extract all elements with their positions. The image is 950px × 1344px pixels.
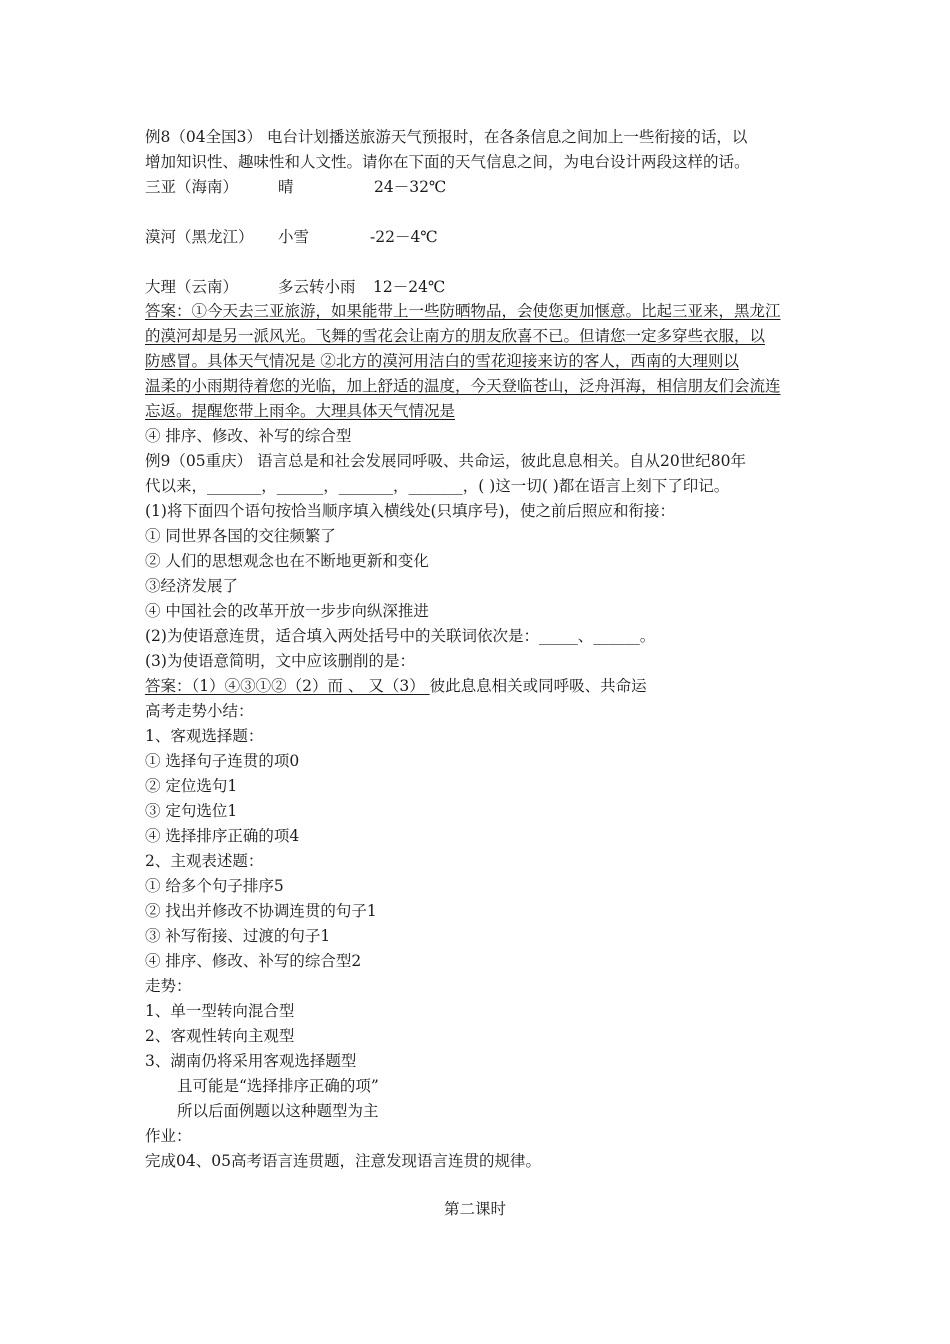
trend-heading: 走势： — [145, 977, 192, 995]
section-heading-composite: ④ 排序、修改、补写的综合型 — [145, 427, 352, 445]
answer-9-line — [145, 674, 810, 699]
weather-temperature: 12－24℃ — [373, 278, 446, 296]
summary-subjective: 2、主观表述题： — [145, 852, 264, 870]
summary-item: ① 给多个句子排序5 — [145, 877, 284, 895]
summary-item: ③ 补写衔接、过渡的句子1 — [145, 927, 331, 945]
weather-place: 漠河（黑龙江） — [145, 228, 254, 246]
weather-row-dali — [145, 275, 810, 300]
weather-place: 大理（云南） — [145, 278, 239, 296]
trend-item: 2、客观性转向主观型 — [145, 1027, 295, 1045]
trend-note: 所以后面例题以这种题型为主 — [177, 1102, 379, 1120]
question-1: (1)将下面四个语句按恰当顺序填入横线处(只填序号)，使之前后照应和衔接： — [145, 502, 676, 520]
summary-item: ③ 定句选位1 — [145, 802, 238, 820]
answer-8-line-4: 温柔的小雨期待着您的光临，加上舒适的温度，今天登临苍山，泛舟洱海，相信朋友们会流连 — [145, 377, 781, 395]
weather-condition: 小雪 — [278, 228, 310, 246]
trend-note: 且可能是“选择排序正确的项” — [177, 1077, 379, 1095]
weather-row-sanya — [145, 175, 810, 200]
answer-8-line-3: 防感冒。具体天气情况是 ②北方的漠河用洁白的雪花迎接来访的客人，西南的大理则以 — [145, 352, 739, 370]
lesson-footer: 第二课时 — [443, 1200, 506, 1218]
homework-heading: 作业： — [145, 1127, 192, 1145]
trend-item: 3、湖南仍将采用客观选择题型 — [145, 1052, 357, 1070]
weather-condition: 晴 — [278, 178, 294, 196]
summary-item: ② 找出并修改不协调连贯的句子1 — [145, 902, 377, 920]
answer-8-line-2: 的漠河却是另一派风光。飞舞的雪花会让南方的朋友欣喜不已。但请您一定多穿些衣服，以 — [145, 327, 766, 345]
weather-temperature: 24－32℃ — [374, 178, 447, 196]
sentence-option-2: ② 人们的思想观念也在不断地更新和变化 — [145, 552, 429, 570]
weather-condition: 多云转小雨 — [278, 278, 356, 296]
summary-item: ④ 选择排序正确的项4 — [145, 827, 300, 845]
sentence-option-3: ③经济发展了 — [145, 577, 239, 595]
example-8-line-2: 增加知识性、趣味性和人文性。请你在下面的天气信息之间，为电台设计两段这样的话。 — [145, 153, 750, 171]
homework-text: 完成04、05高考语言连贯题，注意发现语言连贯的规律。 — [145, 1152, 541, 1170]
trend-item: 1、单一型转向混合型 — [145, 1002, 295, 1020]
question-2: (2)为使语意连贯，适合填入两处括号中的关联词依次是：_____、______。 — [145, 627, 656, 645]
sentence-option-1: ① 同世界各国的交往频繁了 — [145, 527, 336, 545]
summary-item: ④ 排序、修改、补写的综合型2 — [145, 952, 362, 970]
weather-temperature: -22－4℃ — [370, 228, 438, 246]
example-8-line-1: 例8（04全国3） 电台计划播送旅游天气预报时，在各条信息之间加上一些衔接的话，以 — [145, 128, 748, 146]
question-3: (3)为使语意简明，文中应该删削的是： — [145, 652, 415, 670]
summary-item: ② 定位选句1 — [145, 777, 238, 795]
answer-9-tail: 彼此息息相关或同呼吸、共命运 — [429, 677, 647, 695]
summary-heading: 高考走势小结： — [145, 702, 254, 720]
summary-item: ① 选择句子连贯的项0 — [145, 752, 300, 770]
example-9-line-2: 代以来，_______，______，_______，_______，( )这一切( )都在语言上刻下了印记。 — [145, 477, 730, 495]
weather-row-mohe — [145, 225, 810, 250]
answer-9-underlined: 答案：（1）④③①②（2）而 、 又（3） — [145, 677, 430, 695]
example-9-line-1: 例9（05重庆） 语言总是和社会发展同呼吸、共命运，彼此息息相关。自从20世纪80年 — [145, 452, 746, 470]
weather-place: 三亚（海南） — [145, 178, 239, 196]
sentence-option-4: ④ 中国社会的改革开放一步步向纵深推进 — [145, 602, 429, 620]
summary-objective: 1、客观选择题： — [145, 727, 264, 745]
answer-8-line-5: 忘返。提醒您带上雨伞。大理具体天气情况是 — [145, 402, 456, 420]
answer-8-line-1: 答案：①今天去三亚旅游，如果能带上一些防晒物品，会使您更加惬意。比起三亚来，黑龙江 — [145, 302, 781, 320]
